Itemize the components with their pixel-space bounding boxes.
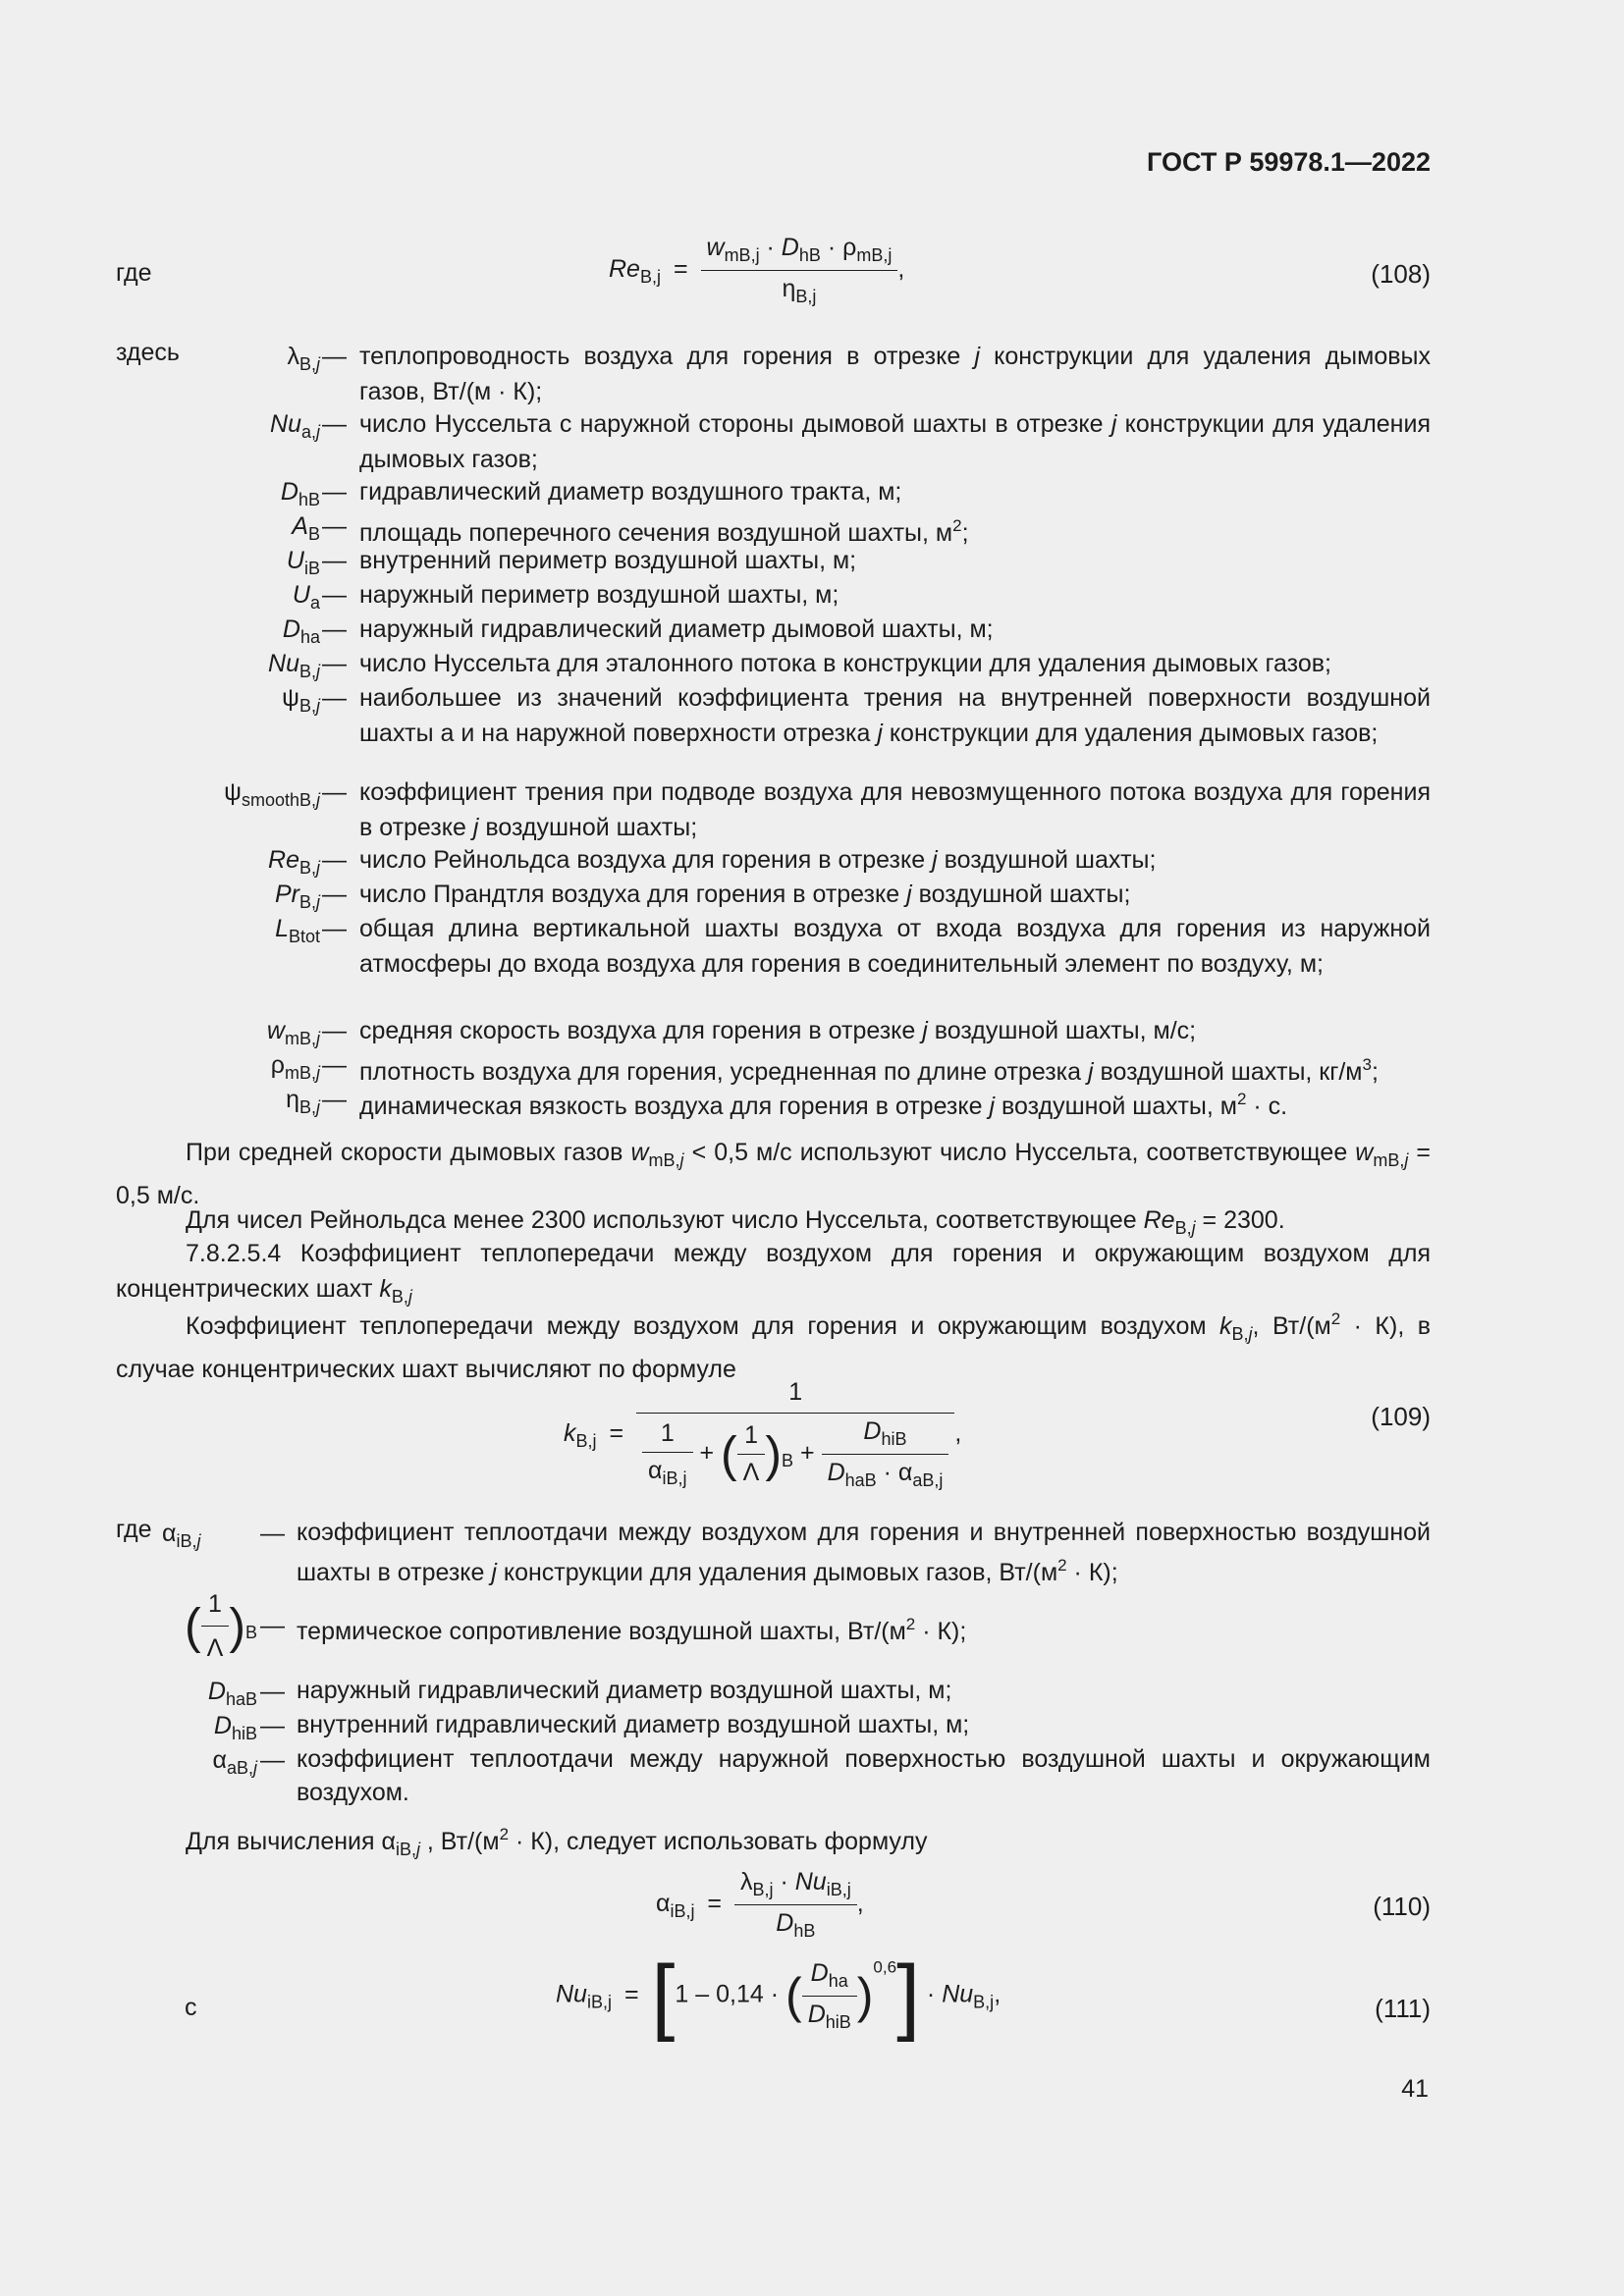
definition-dash: — [322,547,347,574]
definition-symbol: $\psi_{B,j}$ [282,684,320,716]
definition-symbol: $L_{Btot}$ [275,915,320,946]
paragraph-3: 7.8.2.5.4 Коэффициент теплопередачи между воздухом для горения и окружающим воздухом для концентрических шахт $k_{B,j}$ [116,1240,1431,1307]
definition2-symbol: ( $\frac{1}{\Lambda}$ )$_B$ [185,1586,257,1666]
definition-dash: — [322,1086,347,1113]
definition-symbol: $Pr_{B,j}$ [274,881,320,912]
definition-text: наибольшее из значений коэффициента трения на внутренней поверхности воздушной шахты а и на наружной поверхности отрезка j конструкции для удаления дымовых газов; [359,684,1431,747]
definition-text: общая длина вертикальной шахты воздуха от входа воздуха для горения из наружной атмосферы до входа воздуха для горения в соединительный элемент по воздуху, м; [359,915,1431,978]
definition-text: коэффициент трения при подводе воздуха для невозмущенного потока воздуха для горения в отрезке j воздушной шахты; [359,778,1431,841]
definition-text: площадь поперечного сечения воздушной шахты, $м^2$; [359,516,969,547]
definition2-text: термическое сопротивление воздушной шахты, $Вт/(м^2 \cdot К)$; [297,1615,967,1645]
definition2-symbol: $\alpha_{aB,j}$ [212,1746,257,1778]
definition-dash: — [322,915,347,942]
definition2-text: коэффициент теплоотдачи между воздухом для горения и внутренней поверхностью воздушной шахты в отрезке j конструкции для удаления дымовых газов, $Вт/(м^2 \cdot К)$; [297,1519,1431,1586]
definition-dash: — [322,581,347,609]
paragraph-1: При средней скорости дымовых газов $w_{mB,j} < 0,5$ м/с используют число Нуссельта, соответствующее $w_{mB,j} = 0,5$ м/с. [116,1139,1432,1209]
where2-label: где [116,1516,152,1543]
definition-text: теплопроводность воздуха для горения в отрезке j конструкции для удаления дымовых газов, Вт/(м · К); [359,343,1431,405]
definition2-symbol: $\alpha_{iB,j}$ [162,1520,201,1551]
definition2-symbol: $D_{hiB}$ [213,1712,257,1743]
definition2-dash: — [260,1612,285,1639]
definition-symbol: $\psi_{smoothB,j}$ [224,778,320,810]
definition-dash: — [322,512,347,540]
definition-text: наружный периметр воздушной шахты, м; [359,581,839,609]
paragraph-5: Для вычисления $\alpha_{iB,j}$ , $Вт/(м^2 \cdot К)$, следует использовать формулу [186,1825,928,1859]
definition-symbol: $U_a$ [292,581,320,613]
eq108-number: (108) [1371,259,1431,289]
definition2-symbol: $D_{haB}$ [207,1678,257,1709]
eq111-label: с [185,1994,197,2021]
definition-text: гидравлический диаметр воздушного тракта, м; [359,478,902,506]
eq109-number: (109) [1371,1402,1431,1431]
definition-dash: — [322,343,347,370]
definition-dash: — [322,846,347,874]
definition2-text: коэффициент теплоотдачи между наружной поверхностью воздушной шахты и окружающим воздухом. [297,1745,1431,1806]
definition2-dash: — [260,1746,285,1774]
eq110-number: (110) [1373,1892,1431,1921]
definition-dash: — [322,478,347,506]
definition-symbol: $D_{ha}$ [282,615,320,647]
eq111-number: (111) [1375,1994,1431,2023]
definition-dash: — [322,778,347,806]
paragraph-2: Для чисел Рейнольдса менее 2300 используют число Нуссельта, соответствующее $Re_{B,j} = 2300$. [186,1206,1285,1238]
definition-symbol: $\rho_{mB,j}$ [270,1051,320,1083]
equation-108: $Re_{B,j}$ = $\frac{w_{mB,j} \cdot D_{hB} \cdot \rho_{mB,j}}{\eta_{B,j}}$ , [609,234,905,306]
definition-dash: — [322,1017,347,1044]
definition-symbol: $D_{hB}$ [280,478,320,509]
definition2-dash: — [260,1678,285,1705]
equation-109: $k_{B,j}$ = 1 $\frac{1}{\alpha_{iB,j}}$ + ( $\frac{1}{\Lambda}$ )$_B$ + $\frac{D_{hiB}}{D_{haB} \cdot \alpha_{aB,j}}$ , [564,1378,962,1490]
definition-dash: — [322,650,347,677]
definition-text: наружный гидравлический диаметр дымовой шахты, м; [359,615,994,643]
definition-symbol: $U_{iB}$ [286,547,320,578]
definition-symbol: $Re_{B,j}$ [268,846,320,878]
document-header: ГОСТ Р 59978.1—2022 [1147,147,1431,177]
definition-dash: — [322,1051,347,1079]
definition-text: число Нуссельта с наружной стороны дымовой шахты в отрезке j конструкции для удаления дымовых газов; [359,410,1431,473]
paragraph-4: Коэффициент теплопередачи между воздухом для горения и окружающим воздухом $k_{B,j}$, $Вт/(м^2 \cdot К)$, в случае концентрических шахт вычисляют по формуле [116,1309,1432,1383]
definition-symbol: $w_{mB,j}$ [266,1017,320,1048]
definition-symbol: $Nu_{a,j}$ [270,410,320,442]
definition-dash: — [322,684,347,712]
definition-symbol: $\eta_{B,j}$ [286,1086,320,1117]
definition2-dash: — [260,1712,285,1739]
definition-dash: — [322,410,347,438]
definition-symbol: $Nu_{B,j}$ [268,650,320,681]
definition-symbol: $\lambda_{B,j}$ [287,343,320,374]
definition-symbol: $A_B$ [292,512,320,544]
definition-text: динамическая вязкость воздуха для горения в отрезке j воздушной шахты, $м^2 \cdot с$. [359,1090,1288,1120]
definition2-text: наружный гидравлический диаметр воздушной шахты, м; [297,1677,952,1704]
definition2-dash: — [260,1520,285,1547]
definition-text: число Прандтля воздуха для горения в отрезке j воздушной шахты; [359,881,1131,908]
definition-text: число Рейнольдса воздуха для горения в отрезке j воздушной шахты; [359,846,1157,874]
definition-text: число Нуссельта для эталонного потока в конструкции для удаления дымовых газов; [359,650,1331,677]
definition2-text: внутренний гидравлический диаметр воздушной шахты, м; [297,1711,970,1738]
eq108-label: где [116,259,152,287]
definition-text: средняя скорость воздуха для горения в отрезке j воздушной шахты, м/с; [359,1017,1197,1044]
where-label: здесь [116,339,180,366]
equation-110: $\alpha_{iB,j}$ = $\frac{\lambda_{B,j} \cdot Nu_{iB,j}}{D_{hB}}$ , [656,1868,864,1941]
page-number: 41 [1401,2075,1429,2103]
equation-111: $Nu_{iB,j} = [1 - 0,14$ · ( $\frac{D_{ha}}{D_{hiB}}$ )$^{0,6}] \cdot Nu_{B,j}$, [556,1949,1001,2043]
definition-text: плотность воздуха для горения, усредненная по длине отрезка j воздушной шахты, $кг/м^3$; [359,1055,1379,1086]
definition-dash: — [322,615,347,643]
definition-text: внутренний периметр воздушной шахты, м; [359,547,857,574]
definition-dash: — [322,881,347,908]
